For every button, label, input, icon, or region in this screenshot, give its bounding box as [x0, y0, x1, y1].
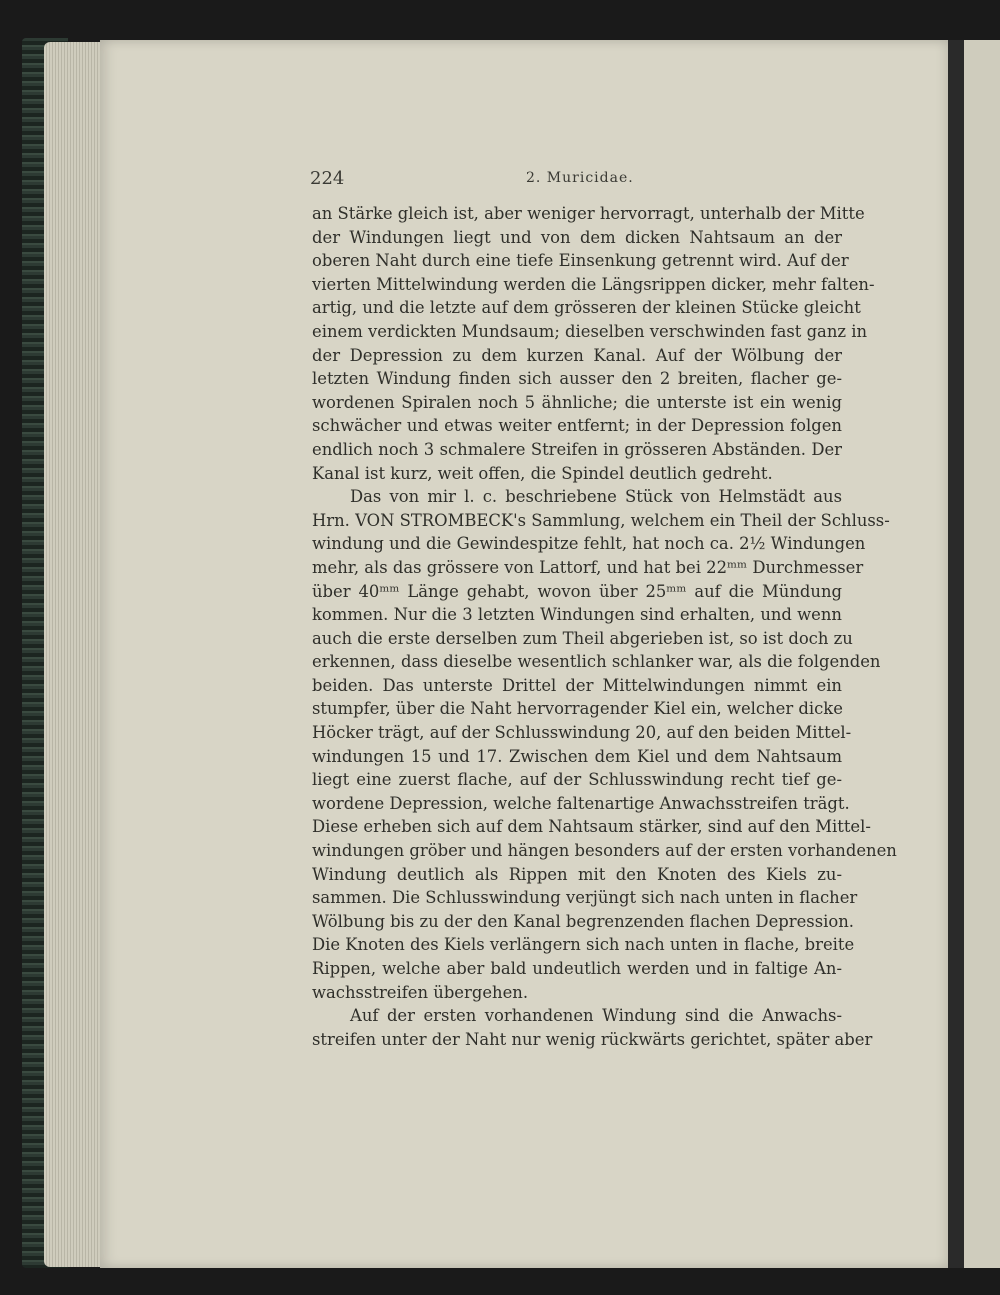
- text-line: Das von mir l. c. beschriebene Stück von Helmstädt aus: [350, 487, 842, 507]
- text-line: wordene Depression, welche faltenartige Anwachsstreifen trägt.: [312, 793, 850, 813]
- facing-page-edge: [946, 40, 1000, 1268]
- running-head: 2. Muricidae.: [526, 170, 634, 186]
- text-line: an Stärke gleich ist, aber weniger hervorragt, unterhalb der Mitte: [312, 204, 865, 223]
- text-line: windungen gröber und hängen besonders auf der ersten vorhandenen: [312, 841, 897, 861]
- text-line: vierten Mittelwindung werden die Längsrippen dicker, mehr falten-: [312, 274, 875, 294]
- text-line: endlich noch 3 schmalere Streifen in grösseren Abständen. Der: [312, 439, 842, 459]
- text-line: auch die erste derselben zum Theil abgerieben ist, so ist doch zu: [312, 628, 853, 648]
- text-line: streifen unter der Naht nur wenig rückwärts gerichtet, später aber: [312, 1029, 873, 1049]
- text-line: mehr, als das grössere von Lattorf, und hat bei 22ᵐᵐ Durchmesser: [312, 557, 864, 577]
- text-line: kommen. Nur die 3 letzten Windungen sind erhalten, und wenn: [312, 605, 842, 625]
- text-line: Höcker trägt, auf der Schlusswindung 20, auf den beiden Mittel-: [312, 723, 852, 743]
- text-line: windungen 15 und 17. Zwischen dem Kiel und dem Nahtsaum: [312, 746, 842, 766]
- text-line: Auf der ersten vorhandenen Windung sind die Anwachs-: [350, 1006, 842, 1026]
- text-line: Die Knoten des Kiels verlängern sich nach unten in flache, breite: [312, 935, 855, 955]
- text-line: einem verdickten Mundsaum; dieselben verschwinden fast ganz in: [312, 321, 868, 341]
- text-line: artig, und die letzte auf dem grösseren der kleinen Stücke gleicht: [312, 298, 861, 318]
- text-line: Wölbung bis zu der den Kanal begrenzenden flachen Depression.: [312, 911, 855, 931]
- text-line: wordenen Spiralen noch 5 ähnliche; die unterste ist ein wenig: [312, 392, 842, 412]
- text-line: der Depression zu dem kurzen Kanal. Auf der Wölbung der: [312, 345, 842, 365]
- text-line: Diese erheben sich auf dem Nahtsaum stärker, sind auf den Mittel-: [312, 817, 871, 837]
- text-line: wachsstreifen übergehen.: [312, 982, 529, 1002]
- text-line: sammen. Die Schlusswindung verjüngt sich nach unten in flacher: [312, 888, 858, 908]
- text-line: stumpfer, über die Naht hervorragender Kiel ein, welcher dicke: [312, 699, 843, 719]
- page-header: [310, 168, 840, 192]
- body-text: [312, 202, 897, 1051]
- text-line: oberen Naht durch eine tiefe Einsenkung getrennt wird. Auf der: [312, 251, 849, 271]
- text-line: windung und die Gewindespitze fehlt, hat noch ca. 2½ Windungen: [312, 534, 866, 554]
- text-line: Windung deutlich als Rippen mit den Knoten des Kiels zu-: [312, 864, 842, 884]
- page-number: 224: [310, 168, 345, 189]
- text-line: beiden. Das unterste Drittel der Mittelwindungen nimmt ein: [312, 675, 842, 695]
- text-line: letzten Windung finden sich ausser den 2 breiten, flacher ge-: [312, 369, 842, 389]
- text-line: Kanal ist kurz, weit offen, die Spindel deutlich gedreht.: [312, 463, 773, 483]
- text-line: Rippen, welche aber bald undeutlich werden und in faltige An-: [312, 959, 842, 978]
- text-line: erkennen, dass dieselbe wesentlich schlanker war, als die folgenden: [312, 652, 881, 672]
- text-line: Hrn. VON STROMBECK's Sammlung, welchem ein Theil der Schluss-: [312, 510, 890, 530]
- text-line: liegt eine zuerst flache, auf der Schlusswindung recht tief ge-: [312, 770, 842, 790]
- text-line: der Windungen liegt und von dem dicken Nahtsaum an der: [312, 227, 842, 247]
- text-line: über 40ᵐᵐ Länge gehabt, wovon über 25ᵐᵐ auf die Mündung: [312, 581, 842, 601]
- text-line: schwächer und etwas weiter entfernt; in der Depression folgen: [312, 416, 842, 436]
